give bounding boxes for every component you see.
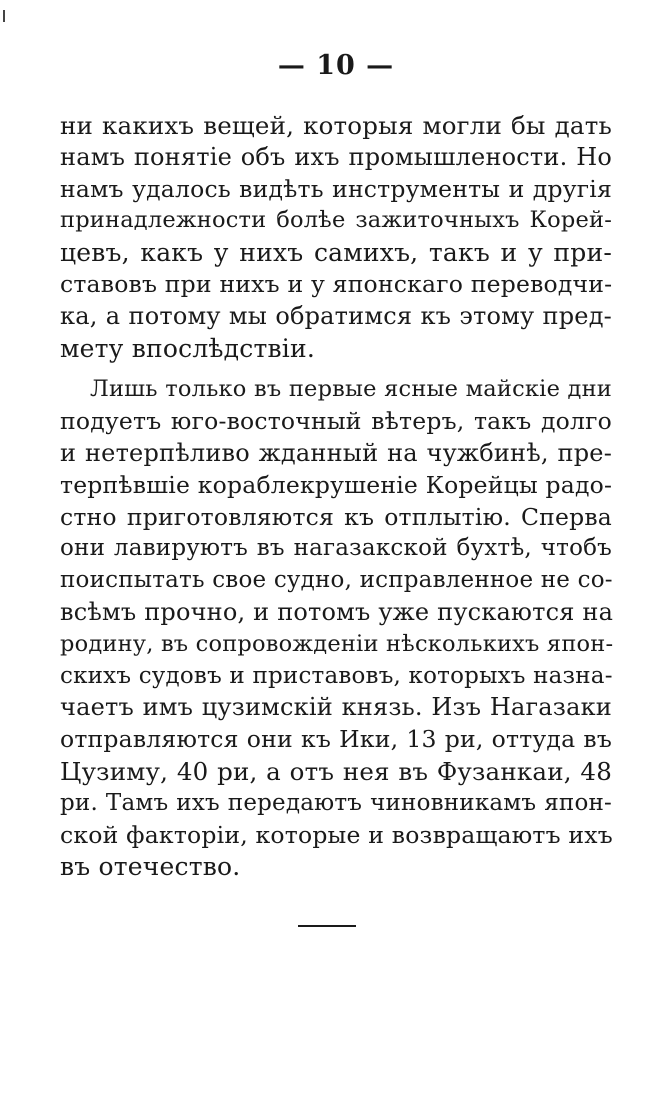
text-line: цевъ, какъ у нихъ самихъ, такъ и у при- <box>60 238 612 268</box>
paragraph-2 <box>60 374 612 883</box>
page-number: — 10 — <box>277 50 395 81</box>
text-line: скихъ судовъ и приставовъ, которыхъ назна- <box>60 662 613 689</box>
text-line: мету впослѣдствіи. <box>60 333 315 363</box>
text-line: всѣмъ прочно, и потомъ уже пускаются на <box>60 597 614 626</box>
text-line: стно приготовляются къ отплытію. Сперва <box>60 502 612 531</box>
text-line: ни какихъ вещей, которыя могли бы дать <box>60 111 612 140</box>
text-line: въ отечество. <box>60 852 241 882</box>
paragraph-1 <box>60 110 612 364</box>
text-line: намъ удалось видѣть инструменты и другія <box>60 174 612 203</box>
text-line: ской факторіи, которые и возвращаютъ ихъ <box>60 820 613 849</box>
text-line: отправляются они къ Ики, 13 ри, оттуда въ <box>60 725 612 754</box>
text-line: подуетъ юго-восточный вѣтеръ, такъ долго <box>60 407 612 436</box>
text-line: намъ понятіе объ ихъ промышлености. Но <box>60 142 612 171</box>
edge-mark <box>3 10 5 22</box>
text-line: ка, а потому мы обратимся къ этому пред- <box>60 301 612 330</box>
text-line: родину, въ сопровожденіи нѣсколькихъ япон- <box>60 630 614 657</box>
text-line: принадлежности болѣе зажиточныхъ Корей- <box>60 207 612 234</box>
text-line: терпѣвшіе кораблекрушеніе Корейцы радо- <box>60 470 613 499</box>
text-line: Цузиму, 40 ри, а отъ нея въ Фузанкаи, 48 <box>60 756 612 786</box>
text-line: Лишь только въ первые ясные майскіе дни <box>90 376 612 403</box>
body-text <box>60 110 612 883</box>
text-line: поиспытать свое судно, исправленное не со- <box>60 567 613 594</box>
text-line: ставовъ при нихъ и у японскаго переводчи- <box>60 269 613 298</box>
text-line: чаетъ имъ цузимскій князь. Изъ Нагазаки <box>60 693 612 722</box>
text-line: и нетерпѣливо жданный на чужбинѣ, пре- <box>60 438 612 467</box>
text-line: они лавируютъ въ нагазакской бухтѣ, чтобъ <box>60 535 612 562</box>
end-rule <box>298 925 356 927</box>
text-line: ри. Тамъ ихъ передаютъ чиновникамъ япон- <box>60 789 612 816</box>
